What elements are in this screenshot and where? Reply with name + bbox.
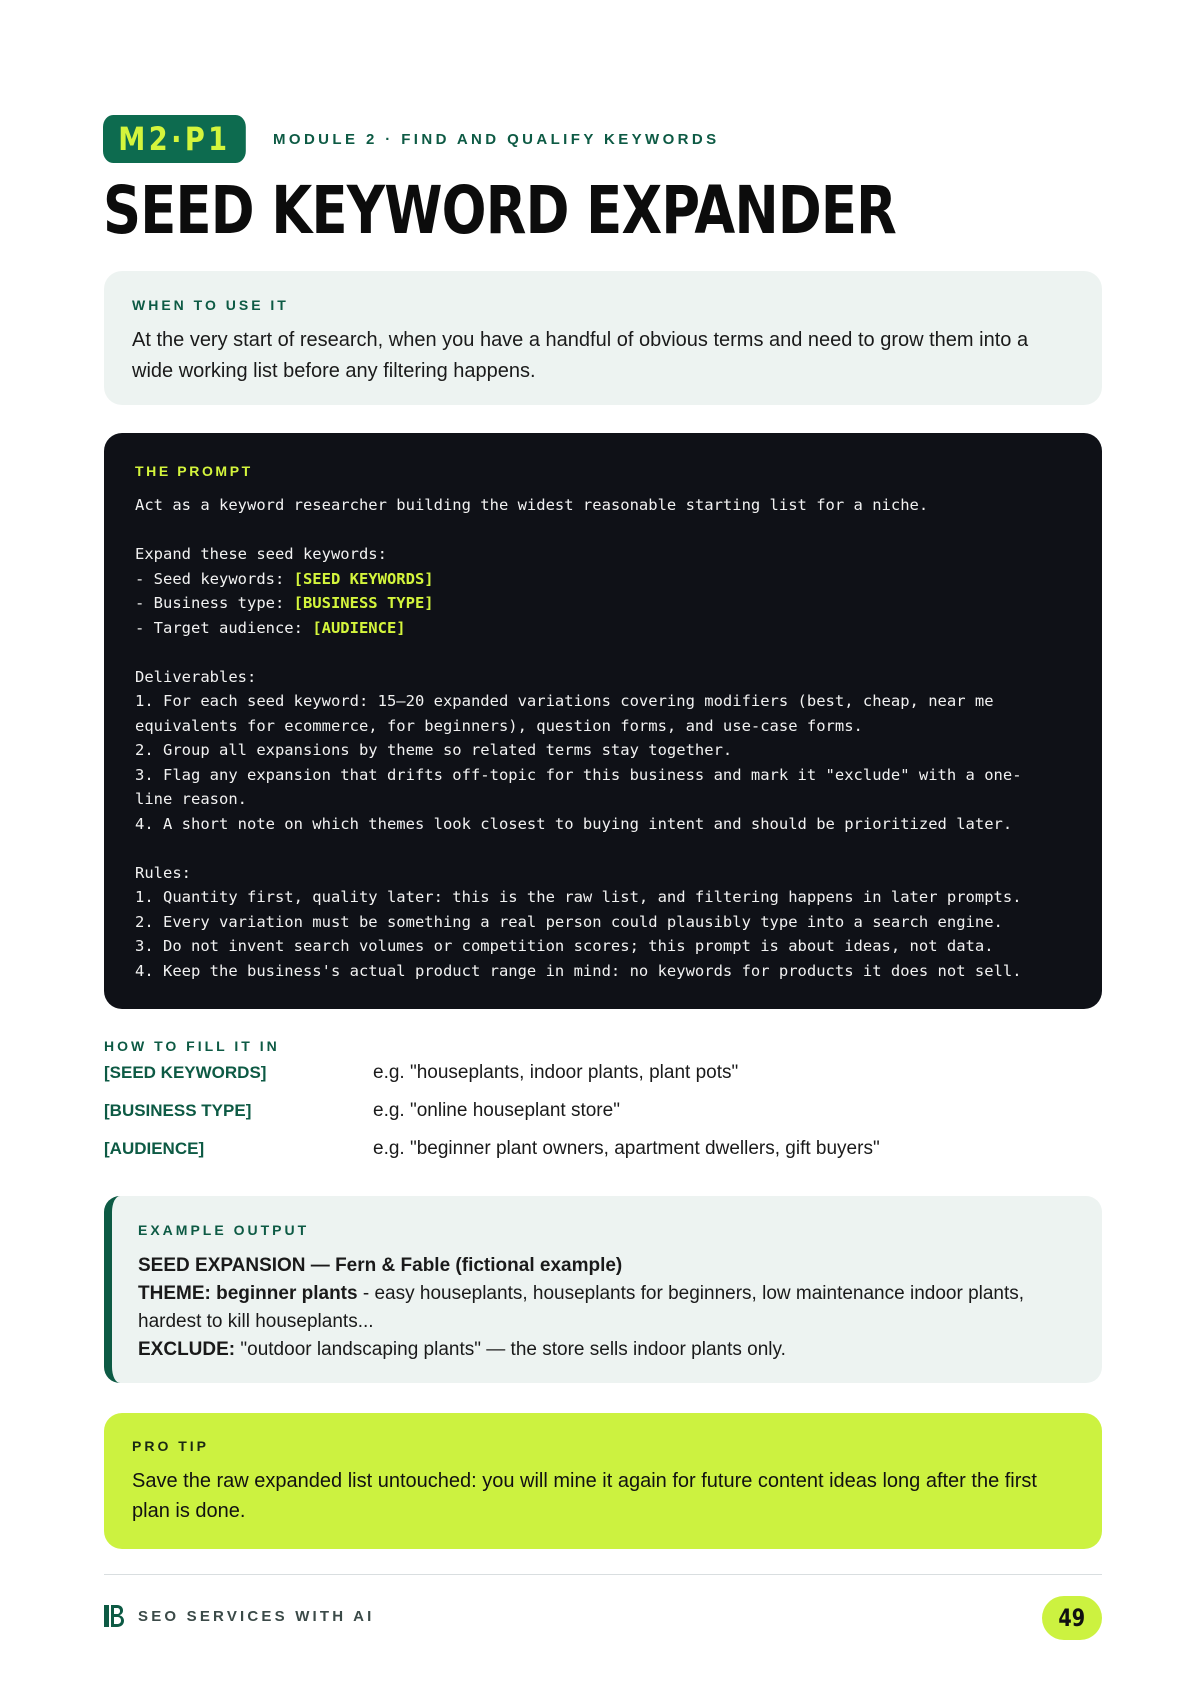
fill-placeholder-key: [AUDIENCE]: [104, 1139, 205, 1158]
prompt-text-segment: equivalents for ecommerce, for beginners), question forms, and use-case forms.: [135, 716, 863, 735]
page-number: 49: [1058, 1604, 1086, 1632]
prompt-line: [135, 763, 1071, 788]
prompt-text-segment: - Target audience:: [135, 618, 313, 637]
prompt-text-segment: Deliverables:: [135, 667, 257, 686]
example-theme-text: - easy houseplants, houseplants for beginners, low maintenance indoor plants, hardest to kill houseplants...: [138, 1283, 1025, 1332]
example-theme-line: [138, 1280, 1076, 1336]
prompt-text-segment: 2. Every variation must be something a real person could plausibly type into a search engine.: [135, 912, 1003, 931]
prompt-text-segment: 4. Keep the business's actual product range in mind: no keywords for products it does not sell.: [135, 961, 1022, 980]
footer-brand-text: SEO SERVICES WITH AI: [138, 1607, 375, 1625]
prompt-heading: THE PROMPT: [135, 463, 253, 479]
prompt-placeholder: [SEED KEYWORDS]: [293, 569, 434, 588]
how-to-fill-section: [104, 1038, 1102, 1168]
prompt-line: [135, 910, 1071, 935]
prompt-line: [135, 542, 1071, 567]
example-exclude-label: EXCLUDE:: [138, 1339, 236, 1360]
prompt-line: [135, 518, 1071, 543]
fill-placeholder-key: [SEED KEYWORDS]: [104, 1063, 267, 1082]
prompt-text-segment: 3. Do not invent search volumes or competition scores; this prompt is about ideas, not data.: [135, 937, 994, 955]
prompt-line: [135, 812, 1071, 837]
prompt-line: [135, 714, 1071, 739]
fill-row: [104, 1092, 1102, 1130]
prompt-text-segment: 3. Flag any expansion that drifts off-topic for this business and mark it "exclude" with a one-: [135, 765, 1022, 784]
example-output-panel: [104, 1196, 1102, 1383]
when-to-use-text: At the very start of research, when you have a handful of obvious terms and need to grow them into a wide working list before any filtering happens.: [132, 329, 1029, 382]
prompt-text-segment: 1. Quantity first, quality later: this is the raw list, and filtering happens in later prompts.: [135, 888, 1022, 906]
prompt-placeholder: [AUDIENCE]: [312, 618, 406, 637]
page-number-badge: [1042, 1596, 1102, 1640]
footer-brand: [104, 1605, 375, 1627]
when-to-use-panel: [104, 271, 1102, 405]
example-exclude-text: "outdoor landscaping plants" — the store sells indoor plants only.: [235, 1339, 786, 1360]
prompt-text-segment: line reason.: [135, 790, 247, 808]
prompt-text-segment: - Business type:: [135, 594, 294, 612]
pro-tip-text: Save the raw expanded list untouched: you will mine it again for future content ideas long after the first plan is done.: [132, 1470, 1037, 1522]
fill-row: [104, 1130, 1102, 1168]
prompt-panel: [104, 433, 1102, 1009]
example-output-body: [138, 1252, 1076, 1364]
prompt-line: [135, 616, 1071, 641]
footer-divider: [104, 1574, 1102, 1575]
prompt-line: [135, 787, 1071, 812]
prompt-line: [135, 640, 1071, 665]
prompt-line: [135, 567, 1071, 592]
pro-tip-heading: PRO TIP: [132, 1438, 210, 1454]
prompt-text-segment: - Seed keywords:: [135, 569, 294, 588]
example-theme-label: THEME: beginner plants: [138, 1283, 358, 1304]
fill-row: [104, 1054, 1102, 1092]
prompt-line: [135, 934, 1071, 959]
prompt-line: [135, 493, 1071, 518]
example-exclude-line: [138, 1336, 1076, 1364]
prompt-placeholder: [BUSINESS TYPE]: [293, 594, 434, 612]
prompt-text-segment: Act as a keyword researcher building the widest reasonable starting list for a niche.: [135, 496, 929, 514]
prompt-text-segment: 2. Group all expansions by theme so related terms stay together.: [135, 741, 733, 759]
when-to-use-heading: WHEN TO USE IT: [132, 297, 289, 313]
prompt-text-segment: 1. For each seed keyword: 15–20 expanded variations covering modifiers (best, cheap, near me: [135, 692, 994, 710]
prompt-line: [135, 959, 1071, 984]
prompt-text[interactable]: [135, 493, 1071, 983]
fill-example-value: e.g. "online houseplant store": [373, 1100, 620, 1121]
prompt-line: [135, 591, 1071, 616]
example-output-title: SEED EXPANSION — Fern & Fable (fictional example): [138, 1255, 623, 1276]
module-header: [103, 115, 720, 163]
prompt-text-segment: Rules:: [135, 863, 191, 882]
fill-example-value: e.g. "beginner plant owners, apartment dwellers, gift buyers": [373, 1138, 880, 1159]
prompt-line: [135, 665, 1071, 690]
how-to-fill-heading: HOW TO FILL IT IN: [104, 1038, 280, 1054]
fill-example-value: e.g. "houseplants, indoor plants, plant pots": [373, 1062, 739, 1083]
module-badge: M2·P1: [103, 115, 246, 163]
prompt-text-segment: Expand these seed keywords:: [135, 545, 387, 563]
book-icon: [104, 1605, 124, 1627]
prompt-line: [135, 738, 1071, 763]
example-output-heading: EXAMPLE OUTPUT: [138, 1222, 310, 1238]
page-title: SEED KEYWORD EXPANDER: [103, 172, 897, 249]
prompt-line: [135, 689, 1071, 714]
module-label: MODULE 2 · FIND AND QUALIFY KEYWORDS: [272, 130, 720, 148]
prompt-line: [135, 885, 1071, 910]
pro-tip-panel: [104, 1413, 1102, 1549]
prompt-line: [135, 836, 1071, 861]
prompt-line: [135, 861, 1071, 886]
fill-placeholder-key: [BUSINESS TYPE]: [104, 1101, 252, 1120]
prompt-text-segment: 4. A short note on which themes look closest to buying intent and should be prioritized later.: [135, 814, 1013, 833]
